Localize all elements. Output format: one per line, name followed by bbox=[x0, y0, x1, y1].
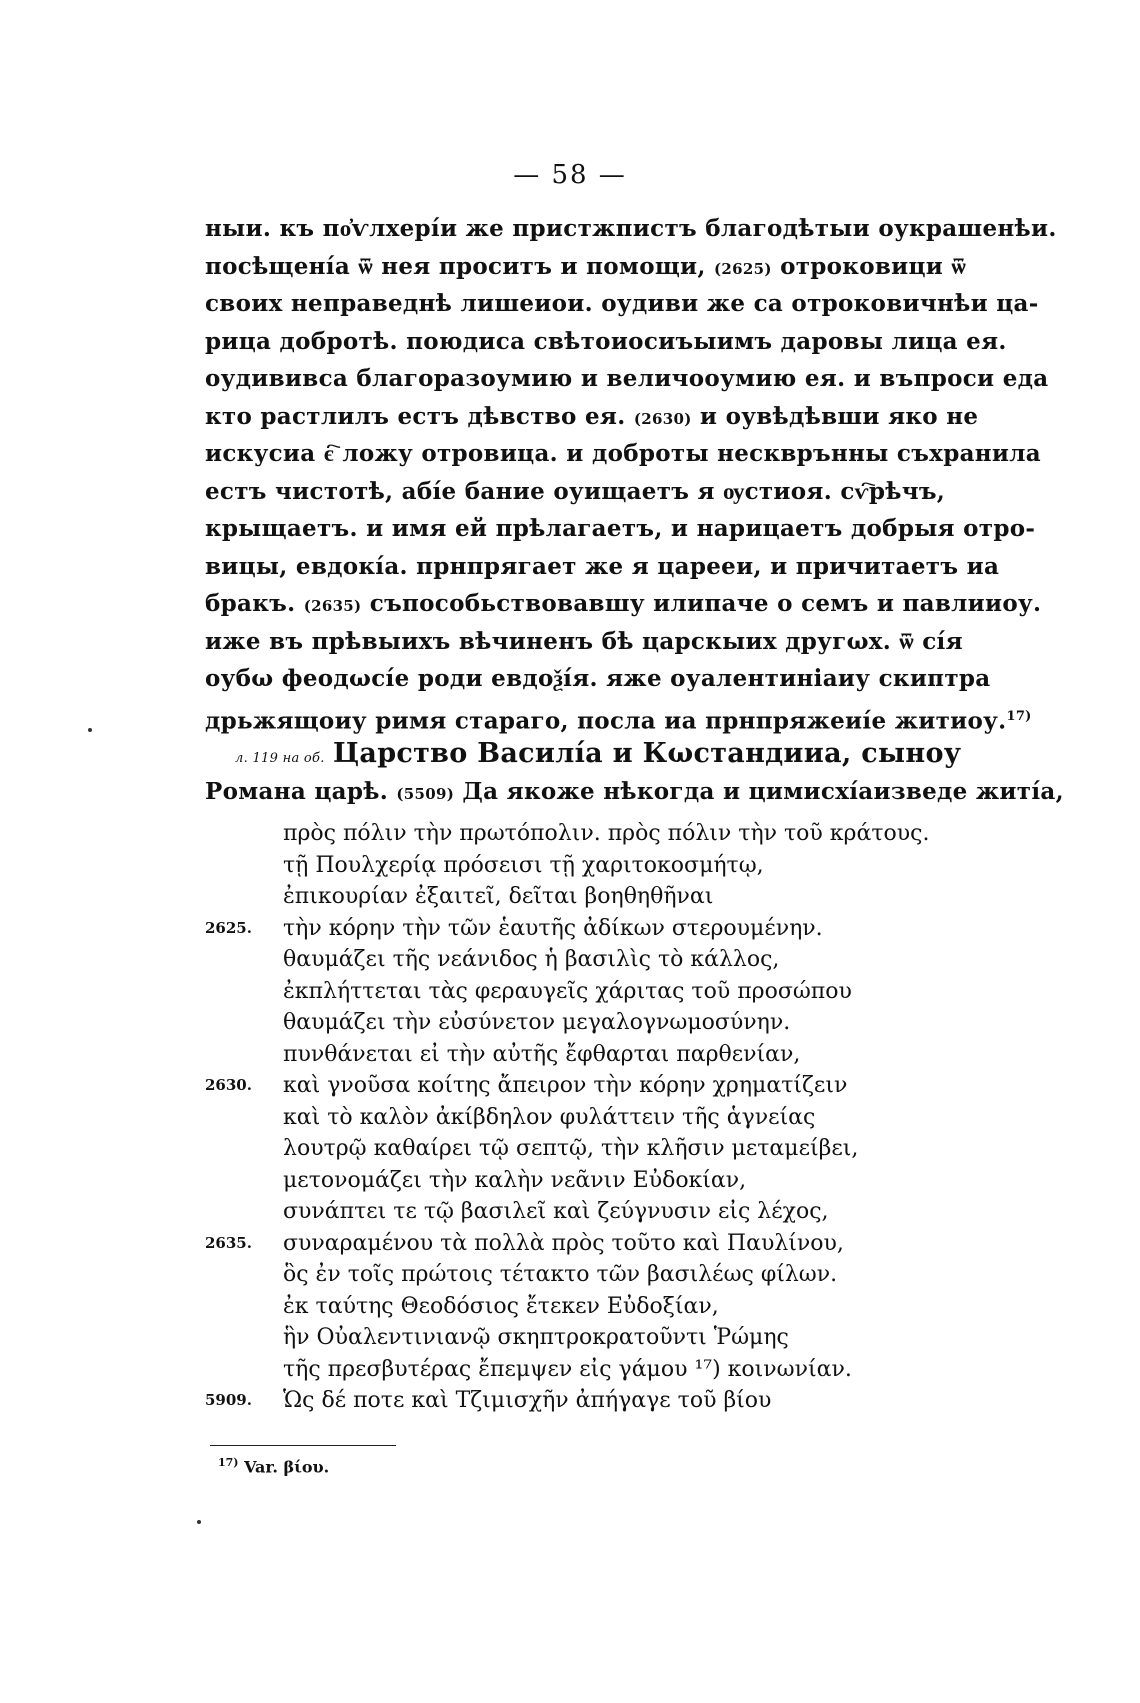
verse-reference: (5509) bbox=[396, 784, 455, 803]
footnote bbox=[218, 1456, 329, 1476]
verse-text: ἐκπλήττεται τὰς φεραυγεῖς χάριτας τοῦ προσώπου bbox=[283, 978, 852, 1004]
line-text: оубω феодωсíе роди евдоѯíя. яже оуалентиніаиу скиптра bbox=[205, 665, 991, 692]
slavonic-line bbox=[205, 248, 985, 286]
slavonic-line bbox=[205, 585, 1042, 623]
speck-mark bbox=[197, 1520, 201, 1524]
slavonic-line bbox=[205, 473, 985, 511]
greek-verse-line bbox=[205, 1133, 965, 1165]
line-text: иже въ прѣвыихъ вѣчиненъ бѣ царскыих другωх. ѿ сíя bbox=[205, 627, 963, 655]
greek-verse-line bbox=[205, 944, 965, 976]
slavonic-line bbox=[205, 623, 985, 661]
verse-text: καὶ γνοῦσα κοίτης ἄπειρον τὴν κόρην χρηματίζειν bbox=[283, 1073, 848, 1098]
line-text: искусиа є҇ ложу отровица. и доброты нескврънны съхранила bbox=[205, 440, 1041, 467]
footnote-rule bbox=[210, 1445, 396, 1446]
verse-text: καὶ τὸ καλὸν ἀκίβδηλον φυλάττειν τῆς ἁγνείας bbox=[283, 1104, 816, 1130]
greek-verse-line bbox=[205, 1228, 965, 1260]
verse-text: συναραμένου τὰ πολλὰ πρὸς τοῦτο καὶ Παυλίνου, bbox=[283, 1230, 844, 1256]
greek-verse-line bbox=[205, 1039, 965, 1071]
verse-number: 5909. bbox=[205, 1391, 252, 1409]
footnote-marker: 17) bbox=[218, 1456, 239, 1469]
greek-verse-line bbox=[205, 976, 965, 1008]
slavonic-line bbox=[205, 510, 1036, 548]
line-text: крыщаетъ. и имя ей прѣлагаетъ, и нарицаетъ добрыя отро- bbox=[205, 515, 1036, 542]
verse-text: συνάπτει τε τῷ βασιλεῖ καὶ ζεύγνυσιν εἰς λέχος, bbox=[283, 1199, 829, 1224]
slavonic-line bbox=[205, 435, 1041, 473]
verse-text: θαυμάζει τῆς νεάνιδος ἡ βασιλὶς τὸ κάλλος, bbox=[283, 947, 780, 972]
slavonic-line bbox=[205, 698, 1032, 736]
line-text-continued: и оувѣдѣвши яко не bbox=[699, 402, 979, 430]
slavonic-text-block bbox=[205, 210, 1064, 810]
chapter-heading: Царство Василíа и Кωстандииа, сыноу bbox=[333, 738, 962, 769]
verse-text: ἐκ ταύτης Θεοδόσιος ἔτεκεν Εὐδοξίαν, bbox=[283, 1293, 719, 1319]
footnote-text: Var. βίου. bbox=[244, 1457, 330, 1477]
slavonic-line bbox=[205, 773, 1064, 811]
greek-verse-line bbox=[205, 1259, 965, 1291]
line-text: кто растлилъ естъ дѣвство ея. bbox=[205, 402, 626, 430]
verse-text: τῆς πρεσβυτέρας ἔπεμψεν εἰς γάμου ¹⁷) κοινωνίαν. bbox=[283, 1356, 852, 1382]
verse-reference: (2630) bbox=[633, 409, 692, 428]
line-text: бракъ. bbox=[205, 590, 296, 617]
line-text: посѣщенíа ѿ нея проситъ и помощи, bbox=[205, 252, 706, 280]
greek-verse-line bbox=[205, 850, 965, 882]
greek-text-block bbox=[205, 818, 965, 1417]
line-text: ныи. къ по҆ѵлхерíи же пристжпистъ благодѣтыи оукрашенѣи. bbox=[205, 215, 1057, 242]
line-text: оудививса благоразоумию и величооумию ея. и въпроси еда bbox=[205, 365, 1049, 392]
verse-text: μετονομάζει τὴν καλὴν νεᾶνιν Εὐδοκίαν, bbox=[283, 1167, 747, 1193]
verse-number: 2635. bbox=[205, 1233, 252, 1252]
greek-verse-line bbox=[205, 1070, 965, 1102]
verse-text: θαυμάζει τὴν εὐσύνετον μεγαλογνωμοσύνην. bbox=[283, 1010, 791, 1035]
greek-verse-line bbox=[205, 913, 965, 945]
verse-number: 2625. bbox=[205, 918, 252, 937]
line-text: дрьжящоиу римя стараго, посла иа прнпряжeиíе житиоу. bbox=[205, 707, 1007, 735]
greek-verse-line bbox=[205, 818, 965, 850]
verse-text: λουτρῷ καθαίρει τῷ σεπτῷ, τὴν κλῆσιν μεταμείβει, bbox=[283, 1136, 859, 1161]
slavonic-line bbox=[205, 548, 1000, 586]
line-text-continued: Да якоже нѣкогда и цимисхíаизведе житíа, bbox=[462, 777, 1064, 805]
line-text-continued: отроковици ѿ bbox=[780, 252, 966, 280]
slavonic-line bbox=[205, 735, 985, 773]
page-number: — 58 — bbox=[513, 160, 627, 190]
speck-mark bbox=[88, 728, 92, 732]
verse-text: πυνθάνεται εἰ τὴν αὐτῆς ἔφθαρται παρθενίαν, bbox=[283, 1041, 801, 1067]
greek-verse-line bbox=[205, 1385, 965, 1417]
slavonic-line bbox=[205, 398, 985, 436]
verse-text: ὃς ἐν τοῖς πρώτοις τέτακτο τῶν βασιλέως φίλων. bbox=[283, 1262, 838, 1287]
verse-reference: (2625) bbox=[714, 259, 772, 278]
verse-text: Ὡς δέ ποτε καὶ Τζιμισχῆν ἀπήγαγε τοῦ βίου bbox=[283, 1388, 772, 1413]
line-text-continued: съпособьствовавшу илипаче о семъ и павлииоу. bbox=[369, 590, 1042, 617]
marginal-folio-note: л. 119 на об. bbox=[235, 751, 325, 766]
verse-text: τῇ Πουλχερίᾳ πρόσεισι τῇ χαριτοκοσμήτῳ, bbox=[283, 852, 764, 878]
line-text: своих неправеднѣ лишеиои. оудиви же са отроковичнѣи ца- bbox=[205, 290, 1039, 317]
verse-text: τὴν κόρην τὴν τῶν ἑαυτῆς ἀδίκων στερουμένην. bbox=[283, 915, 823, 941]
greek-verse-line bbox=[205, 1354, 965, 1386]
line-text: вицы, евдокíа. прнпрягает же я царееи, и причитаетъ иа bbox=[205, 552, 1000, 580]
greek-verse-line bbox=[205, 1102, 965, 1134]
line-text: естъ чистотѣ, абíе бание оуищаетъ я ѹстиоя. сѵ҇рѣчъ, bbox=[205, 477, 946, 505]
slavonic-line bbox=[205, 210, 1057, 248]
verse-text: ἐπικουρίαν ἐξαιτεῖ, δεῖται βοηθηθῆναι bbox=[283, 884, 714, 909]
slavonic-line bbox=[205, 660, 991, 698]
greek-verse-line bbox=[205, 1291, 965, 1323]
verse-reference: (2635) bbox=[303, 597, 362, 615]
greek-verse-line bbox=[205, 1007, 965, 1039]
verse-number: 2630. bbox=[205, 1076, 252, 1094]
slavonic-line bbox=[205, 285, 1039, 323]
greek-verse-line bbox=[205, 1196, 965, 1228]
greek-verse-line bbox=[205, 881, 965, 913]
slavonic-line bbox=[205, 360, 1049, 398]
verse-text: ἣν Οὐαλεντινιανῷ σκηπτροκρατοῦντι Ῥώμης bbox=[283, 1325, 789, 1350]
line-text: рица добротѣ. поюдиса свѣтоиосиъыимъ даровы лица ея. bbox=[205, 327, 1007, 355]
greek-verse-line bbox=[205, 1165, 965, 1197]
greek-verse-line bbox=[205, 1322, 965, 1354]
slavonic-line bbox=[205, 323, 1007, 361]
line-text: Романа царѣ. bbox=[205, 777, 389, 805]
footnote-reference: 17) bbox=[1006, 708, 1032, 724]
verse-text: πρὸς πόλιν τὴν πρωτόπολιν. πρὸς πόλιν τὴν τοῦ κράτους. bbox=[283, 821, 930, 846]
